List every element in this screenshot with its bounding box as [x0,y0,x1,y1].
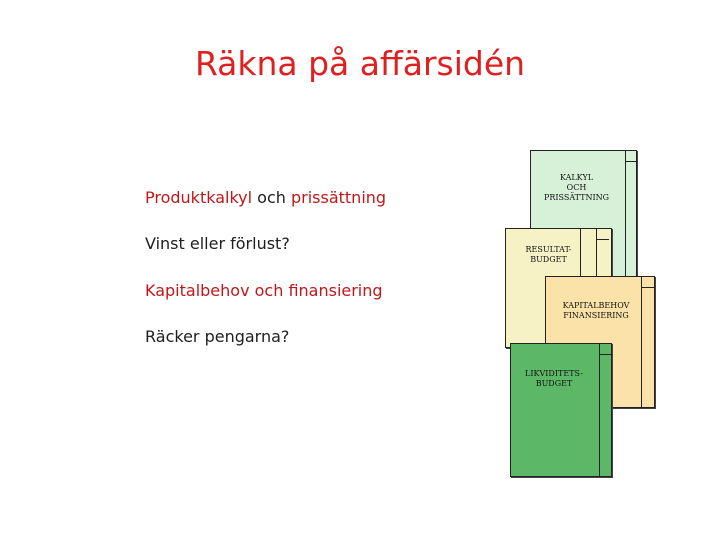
card-resultatbudget-label: RESULTAT- BUDGET [525,245,572,264]
card-divider [599,344,600,476]
card-tab [641,277,654,288]
card-likviditetsbudget-label: LIKVIDITETS- BUDGET [525,369,583,388]
bullet-vinst: Vinst eller förlust? [145,234,290,253]
card-divider [641,277,642,407]
card-likviditetsbudget [510,343,612,477]
bullet-part-och: och [252,188,291,207]
card-tab [625,151,638,162]
card-kalkyl-label: KALKYL OCH PRISSÄTTNING [543,173,610,202]
bullet-part-produktkalkyl: Produktkalkyl [145,188,253,207]
card-divider [625,151,626,276]
bullet-part-prissattning: prissättning [290,188,387,207]
bullet-racker: Räcker pengarna? [145,327,290,346]
card-kapitalbehov-label: KAPITALBEHOV FINANSIERING [562,301,630,320]
card-tab [599,344,612,355]
slide-title: Räkna på affärsidén [194,44,526,83]
bullet-produktkalkyl [145,188,386,207]
card-tab [596,229,609,240]
bullet-kapitalbehov: Kapitalbehov och finansiering [145,281,383,300]
